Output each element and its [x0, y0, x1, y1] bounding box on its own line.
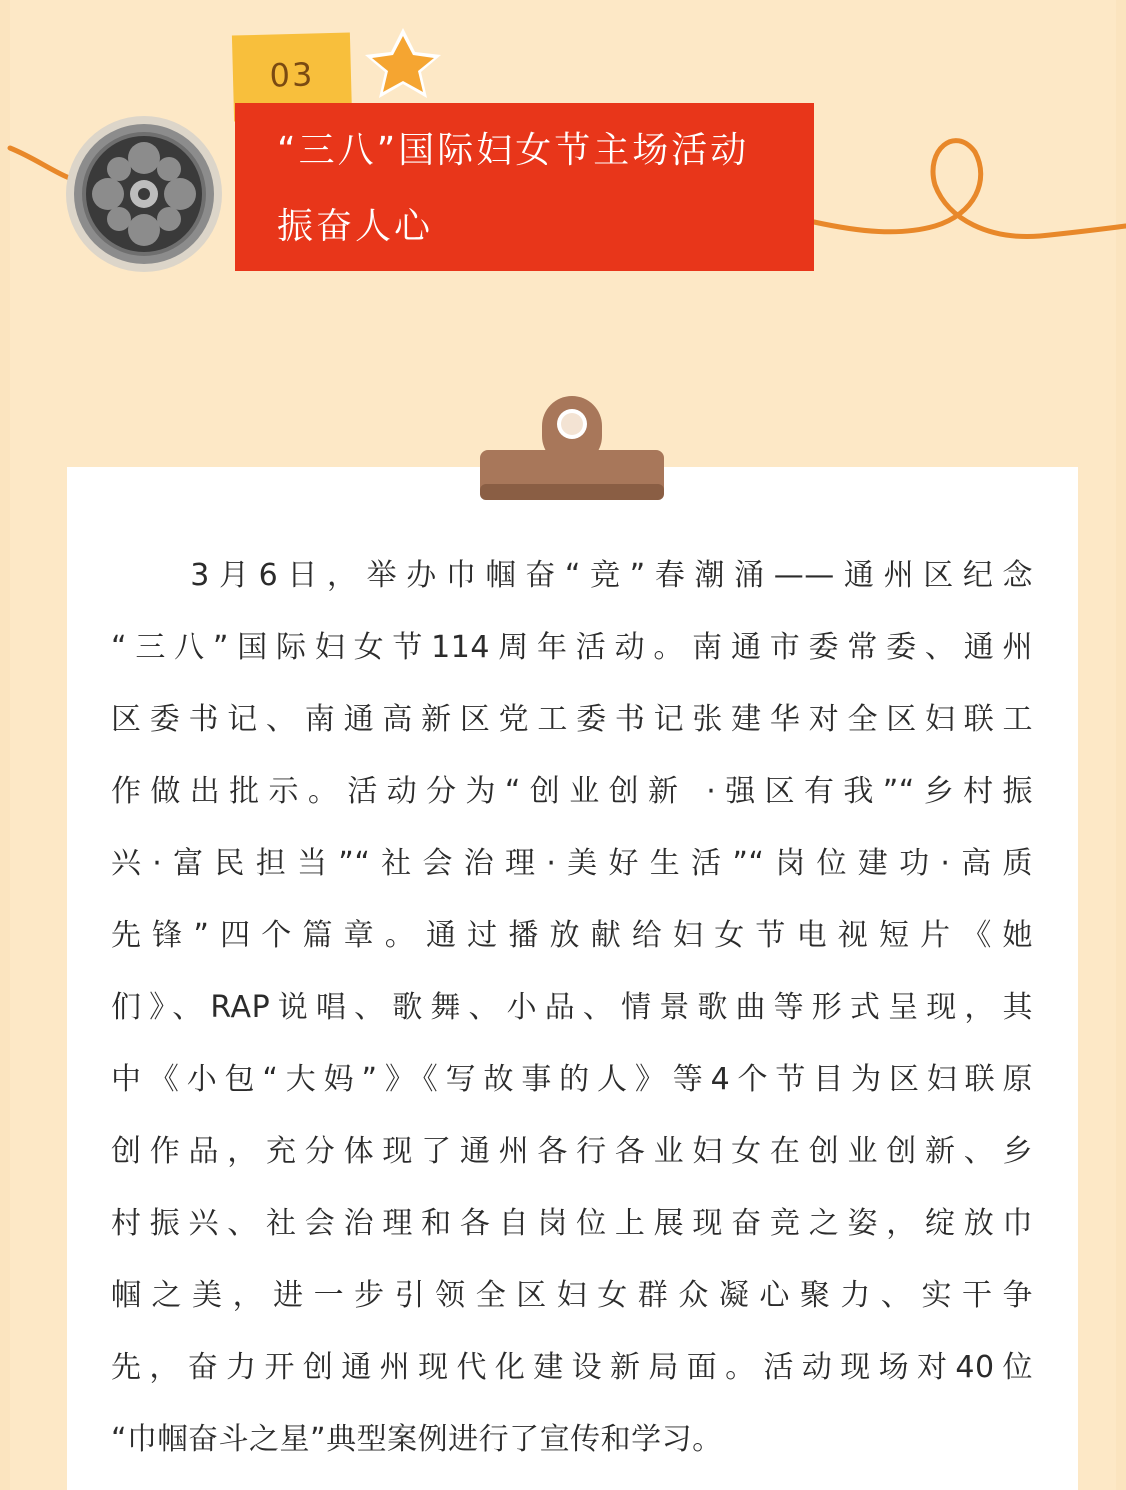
article-line: 创作品，充分体现了通州各行各业妇女在创业创新、乡: [111, 1134, 1033, 1169]
article-line: 先，奋力开创通州现代化建设新局面。活动现场对40位: [111, 1350, 1033, 1385]
section-title-line-1: “三八”国际妇女节主场活动: [277, 130, 750, 171]
binder-clip-icon: [480, 396, 664, 500]
film-reel-icon: [66, 116, 222, 272]
article-line: 中《小包“大妈”》《写故事的人》等4个节目为区妇联原: [111, 1062, 1033, 1097]
article-line: 帼之美，进一步引领全区妇女群众凝心聚力、实干争: [111, 1278, 1033, 1313]
section-number: 03: [269, 55, 315, 95]
article-line: 兴·富民担当”“社会治理·美好生活”“岗位建功·高质: [111, 846, 1033, 881]
article-line: 先锋”四个篇章。通过播放献给妇女节电视短片《她: [111, 918, 1033, 953]
article-body: [111, 540, 1033, 1476]
article-line: 们》、RAP说唱、歌舞、小品、情景歌曲等形式呈现，其: [111, 990, 1033, 1025]
article-line: 区委书记、南通高新区党工委书记张建华对全区妇联工: [111, 702, 1033, 737]
article-line: 3月6日，举办巾帼奋“竞”春潮涌——通州区纪念: [111, 558, 1033, 593]
star-icon: [365, 28, 441, 98]
article-line: 作做出批示。活动分为“创业创新 ·强区有我”“乡村振: [111, 774, 1033, 809]
section-title-line-2: 振奋人心: [277, 206, 434, 247]
article-line: 村振兴、社会治理和各自岗位上展现奋竞之姿，绽放巾: [111, 1206, 1033, 1241]
section-title-banner: [235, 103, 814, 271]
article-line: “三八”国际妇女节114周年活动。南通市委常委、通州: [111, 630, 1033, 665]
article-line-last: “巾帼奋斗之星”典型案例进行了宣传和学习。: [111, 1422, 723, 1457]
